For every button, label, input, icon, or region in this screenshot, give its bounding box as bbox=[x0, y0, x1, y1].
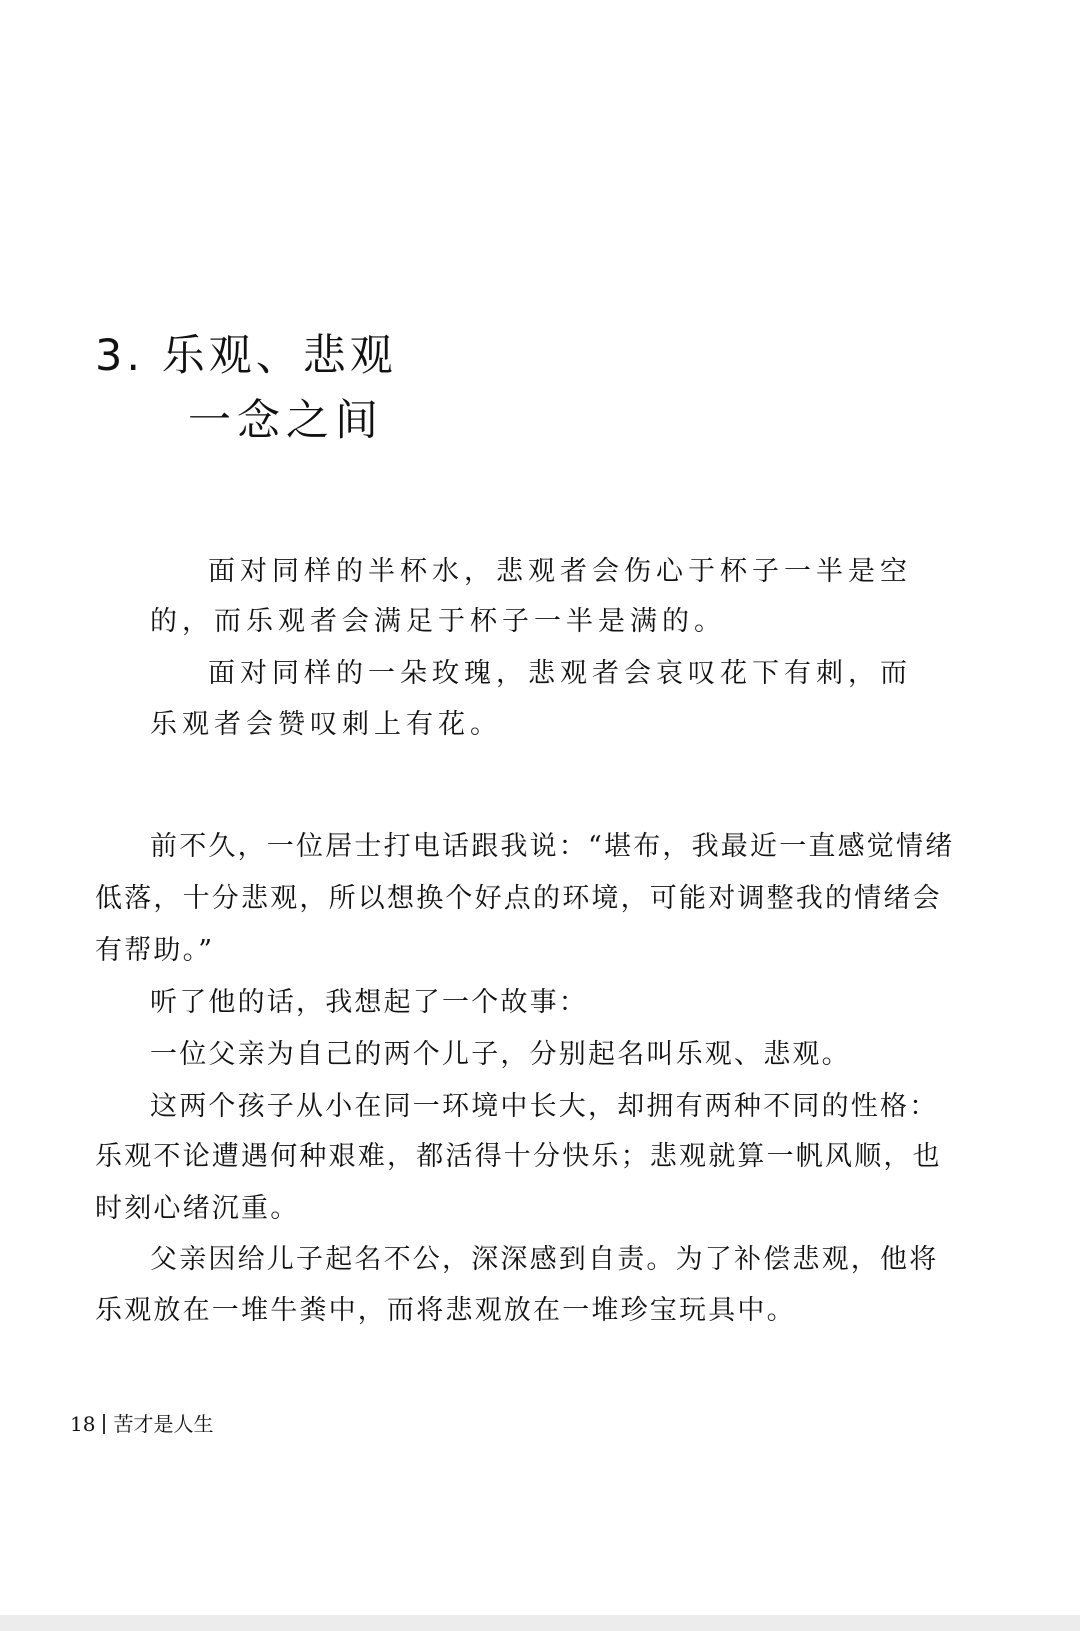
body-line: 低落，十分悲观，所以想换个好点的环境，可能对调整我的情绪会 bbox=[95, 883, 942, 914]
page-number: 18 bbox=[70, 1412, 96, 1436]
epigraph-line: 面对同样的半杯水，悲观者会伤心于杯子一半是空 bbox=[208, 556, 912, 587]
chapter-title-line1: 3. 乐观、悲观 bbox=[95, 331, 397, 381]
body-line: 这两个孩子从小在同一环境中长大，却拥有两种不同的性格： bbox=[150, 1091, 939, 1122]
body-line: 父亲因给儿子起名不公，深深感到自责。为了补偿悲观，他将 bbox=[150, 1244, 939, 1275]
bottom-strip bbox=[0, 1615, 1080, 1631]
body-line: 听了他的话，我想起了一个故事： bbox=[150, 987, 588, 1018]
epigraph-line: 乐观者会赞叹刺上有花。 bbox=[150, 709, 502, 740]
book-title: 苦才是人生 bbox=[113, 1412, 214, 1436]
body-line: 前不久，一位居士打电话跟我说：“堪布，我最近一直感觉情绪 bbox=[150, 831, 955, 862]
chapter-title-line2: 一念之间 bbox=[188, 396, 384, 446]
body-line: 有帮助。” bbox=[95, 935, 215, 966]
epigraph-line: 面对同样的一朵玫瑰，悲观者会哀叹花下有刺，而 bbox=[208, 658, 912, 689]
body-line: 乐观放在一堆牛粪中，而将悲观放在一堆珍宝玩具中。 bbox=[95, 1295, 796, 1326]
body-line: 乐观不论遭遇何种艰难，都活得十分快乐；悲观就算一帆风顺，也 bbox=[95, 1141, 942, 1172]
body-line: 时刻心绪沉重。 bbox=[95, 1193, 300, 1224]
footer-separator bbox=[103, 1414, 105, 1434]
body-line: 一位父亲为自己的两个儿子，分别起名叫乐观、悲观。 bbox=[150, 1039, 851, 1070]
epigraph-line: 的，而乐观者会满足于杯子一半是满的。 bbox=[150, 606, 726, 637]
page-footer bbox=[70, 1408, 213, 1437]
